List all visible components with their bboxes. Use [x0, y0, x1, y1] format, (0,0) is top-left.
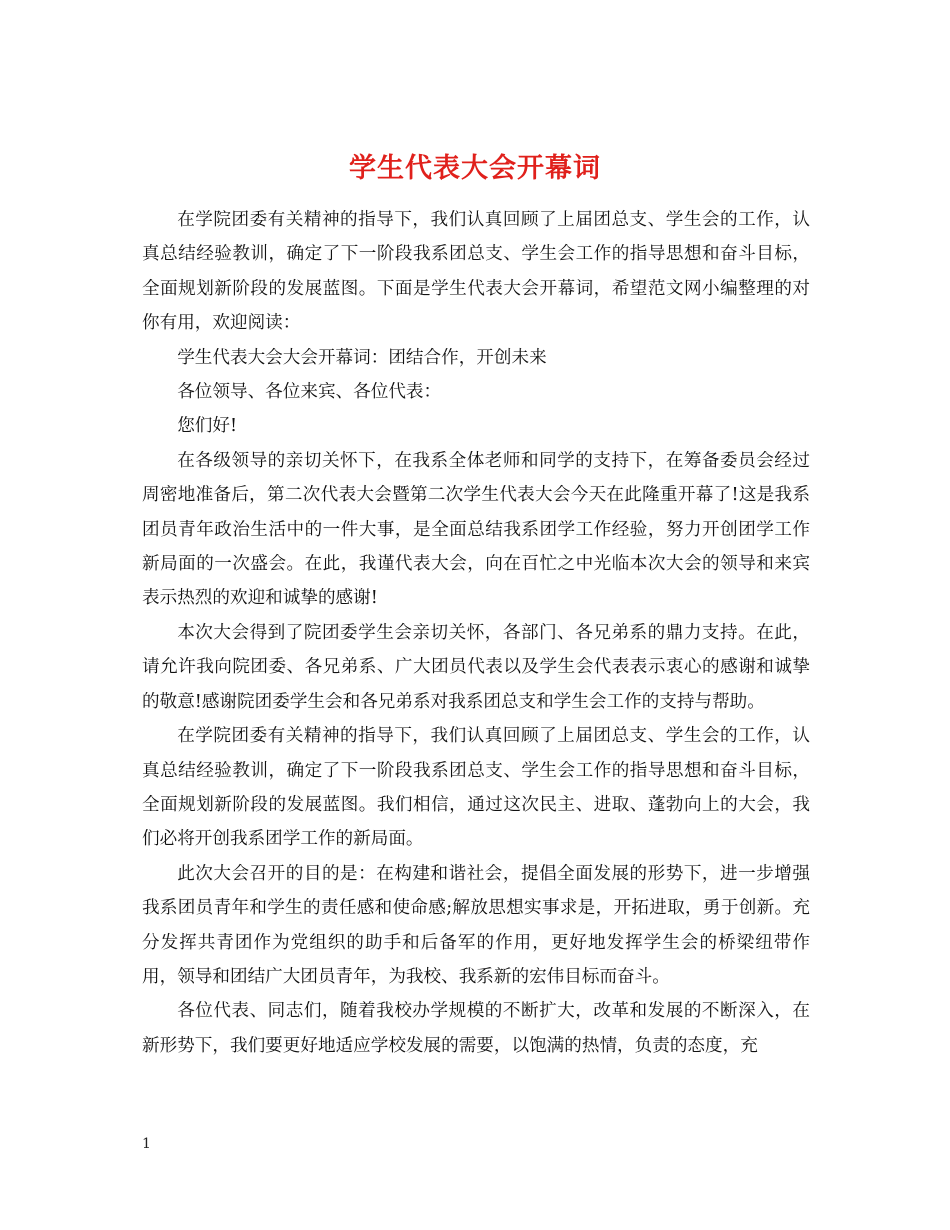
- salutation: 各位领导、各位来宾、各位代表：: [177, 382, 442, 403]
- page-number: 1: [142, 1136, 151, 1152]
- body-paragraph: 本次大会得到了院团委学生会亲切关怀，各部门、各兄弟系的鼎力支持。在此，请允许我向院团委、各兄弟系、广大团员代表以及学生会代表表示衷心的感谢和诚挚的敬意!感谢院团委学生会和各兄弟系对我系团总支和学生会工作的支持与帮助。: [142, 622, 810, 712]
- document-body: [142, 203, 810, 1063]
- intro-paragraph: 在学院团委有关精神的指导下，我们认真回顾了上届团总支、学生会的工作，认真总结经验教训，确定了下一阶段我系团总支、学生会工作的指导思想和奋斗目标，全面规划新阶段的发展蓝图。下面是学生代表大会开幕词，希望范文网小编整理的对你有用，欢迎阅读：: [142, 210, 810, 334]
- document-title: 学生代表大会开幕词: [349, 153, 601, 185]
- greeting: 您们好!: [177, 416, 238, 437]
- body-paragraph: 此次大会召开的目的是：在构建和谐社会，提倡全面发展的形势下，进一步增强我系团员青年和学生的责任感和使命感;解放思想实事求是，开拓进取，勇于创新。充分发挥共青团作为党组织的助手和后备军的作用，更好地发挥学生会的桥梁纽带作用，领导和团结广大团员青年，为我校、我系新的宏伟目标而奋斗。: [142, 863, 810, 987]
- body-paragraph: 各位代表、同志们，随着我校办学规模的不断扩大，改革和发展的不断深入，在新形势下，我们要更好地适应学校发展的需要，以饱满的热情，负责的态度，充: [142, 1001, 810, 1056]
- body-paragraph: 在各级领导的亲切关怀下，在我系全体老师和同学的支持下，在筹备委员会经过周密地准备后，第二次代表大会暨第二次学生代表大会今天在此隆重开幕了!这是我系团员青年政治生活中的一件大事，是全面总结我系团学工作经验，努力开创团学工作新局面的一次盛会。在此，我谨代表大会，向在百忙之中光临本次大会的领导和来宾表示热烈的欢迎和诚挚的感谢!: [142, 450, 810, 609]
- speech-subtitle: 学生代表大会大会开幕词：团结合作，开创未来: [177, 347, 547, 368]
- body-paragraph: 在学院团委有关精神的指导下，我们认真回顾了上届团总支、学生会的工作，认真总结经验教训，确定了下一阶段我系团总支、学生会工作的指导思想和奋斗目标，全面规划新阶段的发展蓝图。我们相信，通过这次民主、进取、蓬勃向上的大会，我们必将开创我系团学工作的新局面。: [142, 726, 810, 850]
